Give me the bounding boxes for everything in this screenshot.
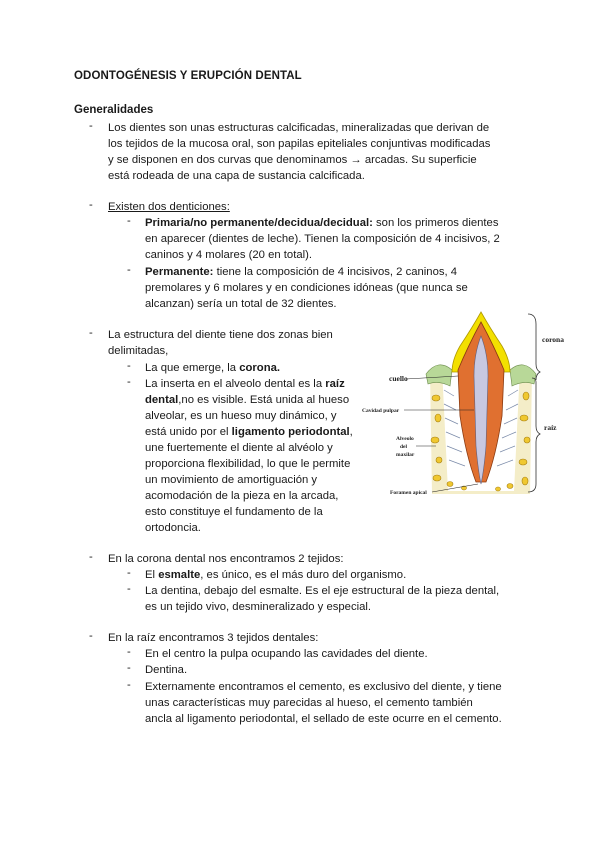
text-line: En la corona dental nos encontramos 2 tejidos: [108,553,344,565]
text-line: En el centro la pulpa ocupando las cavidades del diente. [145,648,428,660]
text-line: es un tejido vivo, desmineralizado y especial. [145,601,372,613]
text-line: unas características muy parecidas al hueso, el cemento también [145,697,473,709]
text-line [145,567,406,583]
bullet-dash: - [89,199,93,211]
text-line: En la raíz encontramos 3 tejidos dentales: [108,632,319,644]
tooth-diagram [360,306,578,502]
label-alveolo: Alveolo [396,436,414,442]
text-line: La estructura del diente tiene dos zonas bien [108,329,333,341]
bullet-dash: - [127,376,131,388]
term-corona: corona. [239,362,281,374]
bullet-dash: - [89,327,93,339]
text-line [145,215,498,231]
text-line [145,392,349,408]
text-line [145,376,345,392]
text-line [145,360,280,376]
bullet-dash: - [127,646,131,658]
text-line: en aparecer (dientes de leche). Tienen la composición de 4 incisivos, 2 [145,233,500,245]
text-line: premolares y 6 molares y en condiciones idóneas (que nunca se [145,282,468,294]
label-alveolo: maxilar [396,452,415,458]
text-line: Los dientes son unas estructuras calcificadas, mineralizadas que derivan de [108,122,490,134]
bullet-dash: - [127,583,131,595]
text-line: un movimiento de amortiguación y [145,474,318,486]
text-line: esto constituye el fundamento de la [145,506,323,518]
term-ligamento: ligamento periodontal [231,426,350,438]
text-line: alveolar, es un hueso muy dinámico, y [145,410,337,422]
text-span: tiene la composición de 4 incisivos, 2 caninos, 4 [213,266,458,278]
text-line: ancla al ligamento periodontal, el sellado de este ocurre en el cemento. [145,713,502,725]
text-line: delimitadas, [108,345,169,357]
label-raiz: raíz [544,423,557,432]
section-heading: Generalidades [74,104,154,116]
text-line [145,264,457,280]
term-esmalte: esmalte [158,569,201,581]
text-span: son los primeros dientes [372,217,499,229]
text-line: está rodeada de una capa de sustancia calcificada. [108,170,365,182]
text-span: El [145,569,159,581]
bullet-dash: - [127,679,131,691]
label-cavidad: Cavidad pulpar [362,408,400,414]
term-primaria: Primaria/no permanente/decidua/decidual: [145,217,373,229]
bullet-dash: - [89,551,93,563]
text-line: y se disponen en dos curvas que denominamos → arcadas. Su superficie [108,154,477,166]
text-span: La inserta en el alveolo dental es la [145,378,326,390]
label-corona: corona [542,335,564,344]
denticiones-heading: Existen dos denticiones: [108,201,230,213]
bullet-dash: - [127,215,131,227]
bullet-dash: - [127,360,131,372]
bullet-dash: - [127,567,131,579]
text-span: , es único, es el más duro del organismo. [200,569,407,581]
text-line: Dentina. [145,664,188,676]
text-span: ,no es visible. Está unida al hueso [178,394,350,406]
text-line: La dentina, debajo del esmalte. Es el eje estructural de la pieza dental, [145,585,500,597]
bullet-dash: - [127,264,131,276]
bullet-dash: - [89,630,93,642]
text-line: ortodoncia. [145,522,201,534]
term-dental: dental [145,394,179,406]
bullet-dash: - [127,662,131,674]
text-span: está unido por el [145,426,232,438]
term-permanente: Permanente: [145,266,214,278]
text-line: acomodación de la pieza en la arcada, [145,490,339,502]
document-title: ODONTOGÉNESIS Y ERUPCIÓN DENTAL [74,70,302,82]
label-alveolo: del [400,444,408,450]
term-raiz: raíz [325,378,345,390]
text-line: caninos y 4 molares (20 en total). [145,249,313,261]
label-foramen: Foramen apical [390,490,427,496]
text-line: proporciona flexibilidad, lo que le permite [145,458,351,470]
gum-right [510,365,536,386]
bullet-dash: - [89,120,93,132]
label-cuello: cuello [389,374,408,383]
text-line: alcanzan) sería un total de 32 dientes. [145,298,337,310]
text-span: , [349,426,353,438]
text-line: los tejidos de la mucosa oral, son papilas epiteliales conjuntivas modificadas [108,138,491,150]
text-span: La que emerge, la [145,362,240,374]
text-line [145,424,353,440]
text-line: une fuertemente el diente al alvéolo y [145,442,333,454]
gum-left [426,365,452,386]
text-line: Externamente encontramos el cemento, es exclusivo del diente, y tiene [145,681,502,693]
